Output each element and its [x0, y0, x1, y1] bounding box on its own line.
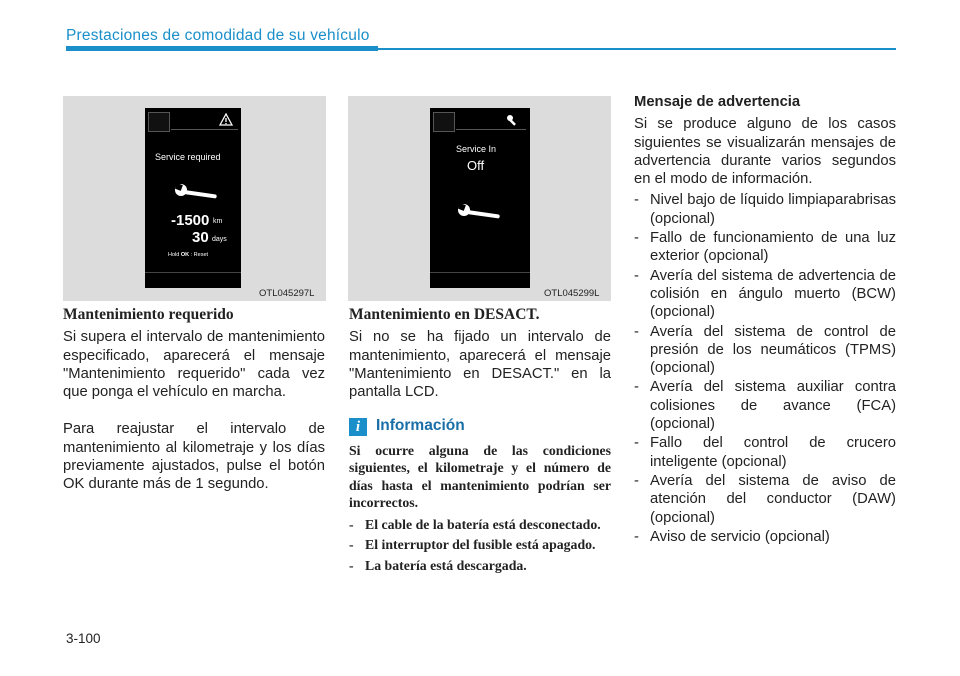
- screen-title: Service required: [155, 152, 221, 162]
- info-bullet: - El interruptor del fusible está apagado.: [349, 537, 596, 553]
- screen-divider: [456, 129, 526, 130]
- days-value: 30: [192, 229, 209, 246]
- figure-code: OTL045299L: [544, 288, 600, 299]
- section-heading: Mantenimiento en DESACT.: [349, 306, 540, 323]
- column-2: [349, 306, 611, 574]
- header-rule-accent: [66, 46, 378, 51]
- list-item: - Fallo del control de crucero inteligente (opcional): [634, 435, 896, 470]
- list-item: - Fallo de funcionamiento de una luz exterior (opcional): [634, 230, 896, 265]
- info-title: Información: [376, 417, 465, 435]
- wrench-icon: [456, 202, 502, 222]
- reset-hint: Hold OK : Reset: [168, 252, 209, 258]
- distance-unit: km: [213, 218, 223, 225]
- list-item: - Nivel bajo de líquido limpiaparabrisas (opcional): [634, 192, 896, 227]
- info-icon: i: [349, 418, 367, 436]
- list-item: - Avería del sistema de control de presión de los neumáticos (TPMS) (opcional): [634, 323, 896, 377]
- paragraph: Si no se ha fijado un intervalo de mantenimiento, aparecerá el mensaje "Mantenimiento en DESACT." en la pantalla LCD.: [349, 329, 611, 401]
- info-bullet: - El cable de la batería está desconectado.: [349, 516, 601, 532]
- warning-icon: [219, 113, 233, 126]
- column-3: [634, 93, 896, 546]
- list-item: - Avería del sistema de advertencia de colisión en ángulo muerto (BCW) (opcional): [634, 267, 896, 321]
- screen-title: Service In: [456, 144, 497, 154]
- page-number: 3-100: [66, 631, 101, 646]
- cluster-screen: [145, 108, 241, 288]
- wrench-small-icon: [506, 114, 518, 126]
- screen-corner-box: [148, 112, 170, 132]
- info-header: [349, 417, 611, 435]
- screen-divider: [171, 129, 238, 130]
- info-bullet: - La batería está descargada.: [349, 557, 527, 573]
- days-unit: days: [212, 236, 227, 243]
- list-item: - Avería del sistema de aviso de atención del conductor (DAW) (opcional): [634, 472, 896, 526]
- section-heading: Mantenimiento requerido: [63, 306, 234, 323]
- screen-value: Off: [467, 158, 485, 173]
- section-header-title: Prestaciones de comodidad de su vehículo: [66, 27, 370, 44]
- list-item: - Aviso de servicio (opcional): [634, 528, 830, 545]
- screen-bottom-line: [430, 272, 530, 273]
- figure-code: OTL045297L: [259, 288, 315, 299]
- paragraph: Para reajustar el intervalo de mantenimiento al kilometraje y los días previamente ajustados, pulse el botón OK durante más de 1 segundo.: [63, 421, 325, 493]
- distance-value: -1500: [171, 212, 210, 229]
- paragraph: Si supera el intervalo de mantenimiento especificado, aparecerá el mensaje "Mantenimiento requerido" cada vez que ponga el vehículo en marcha.: [63, 329, 325, 401]
- screen-bottom-line: [145, 272, 241, 273]
- cluster-screen: [430, 108, 530, 288]
- screen-corner-box: [433, 112, 455, 132]
- column-1: [63, 306, 325, 494]
- info-text: Si ocurre alguna de las condiciones siguientes, el kilometraje y el número de días hasta el mantenimiento podrían ser incorrectos.: [349, 442, 611, 511]
- list-item: - Avería del sistema auxiliar contra colisiones de avance (FCA) (opcional): [634, 379, 896, 433]
- figure-service-required: [63, 96, 326, 301]
- section-heading: Mensaje de advertencia: [634, 94, 801, 110]
- wrench-icon: [173, 182, 219, 202]
- figure-service-off: [348, 96, 611, 301]
- paragraph: Si se produce alguno de los casos siguientes se visualizarán mensajes de advertencia durante varios segundos en el modo de información.: [634, 116, 896, 188]
